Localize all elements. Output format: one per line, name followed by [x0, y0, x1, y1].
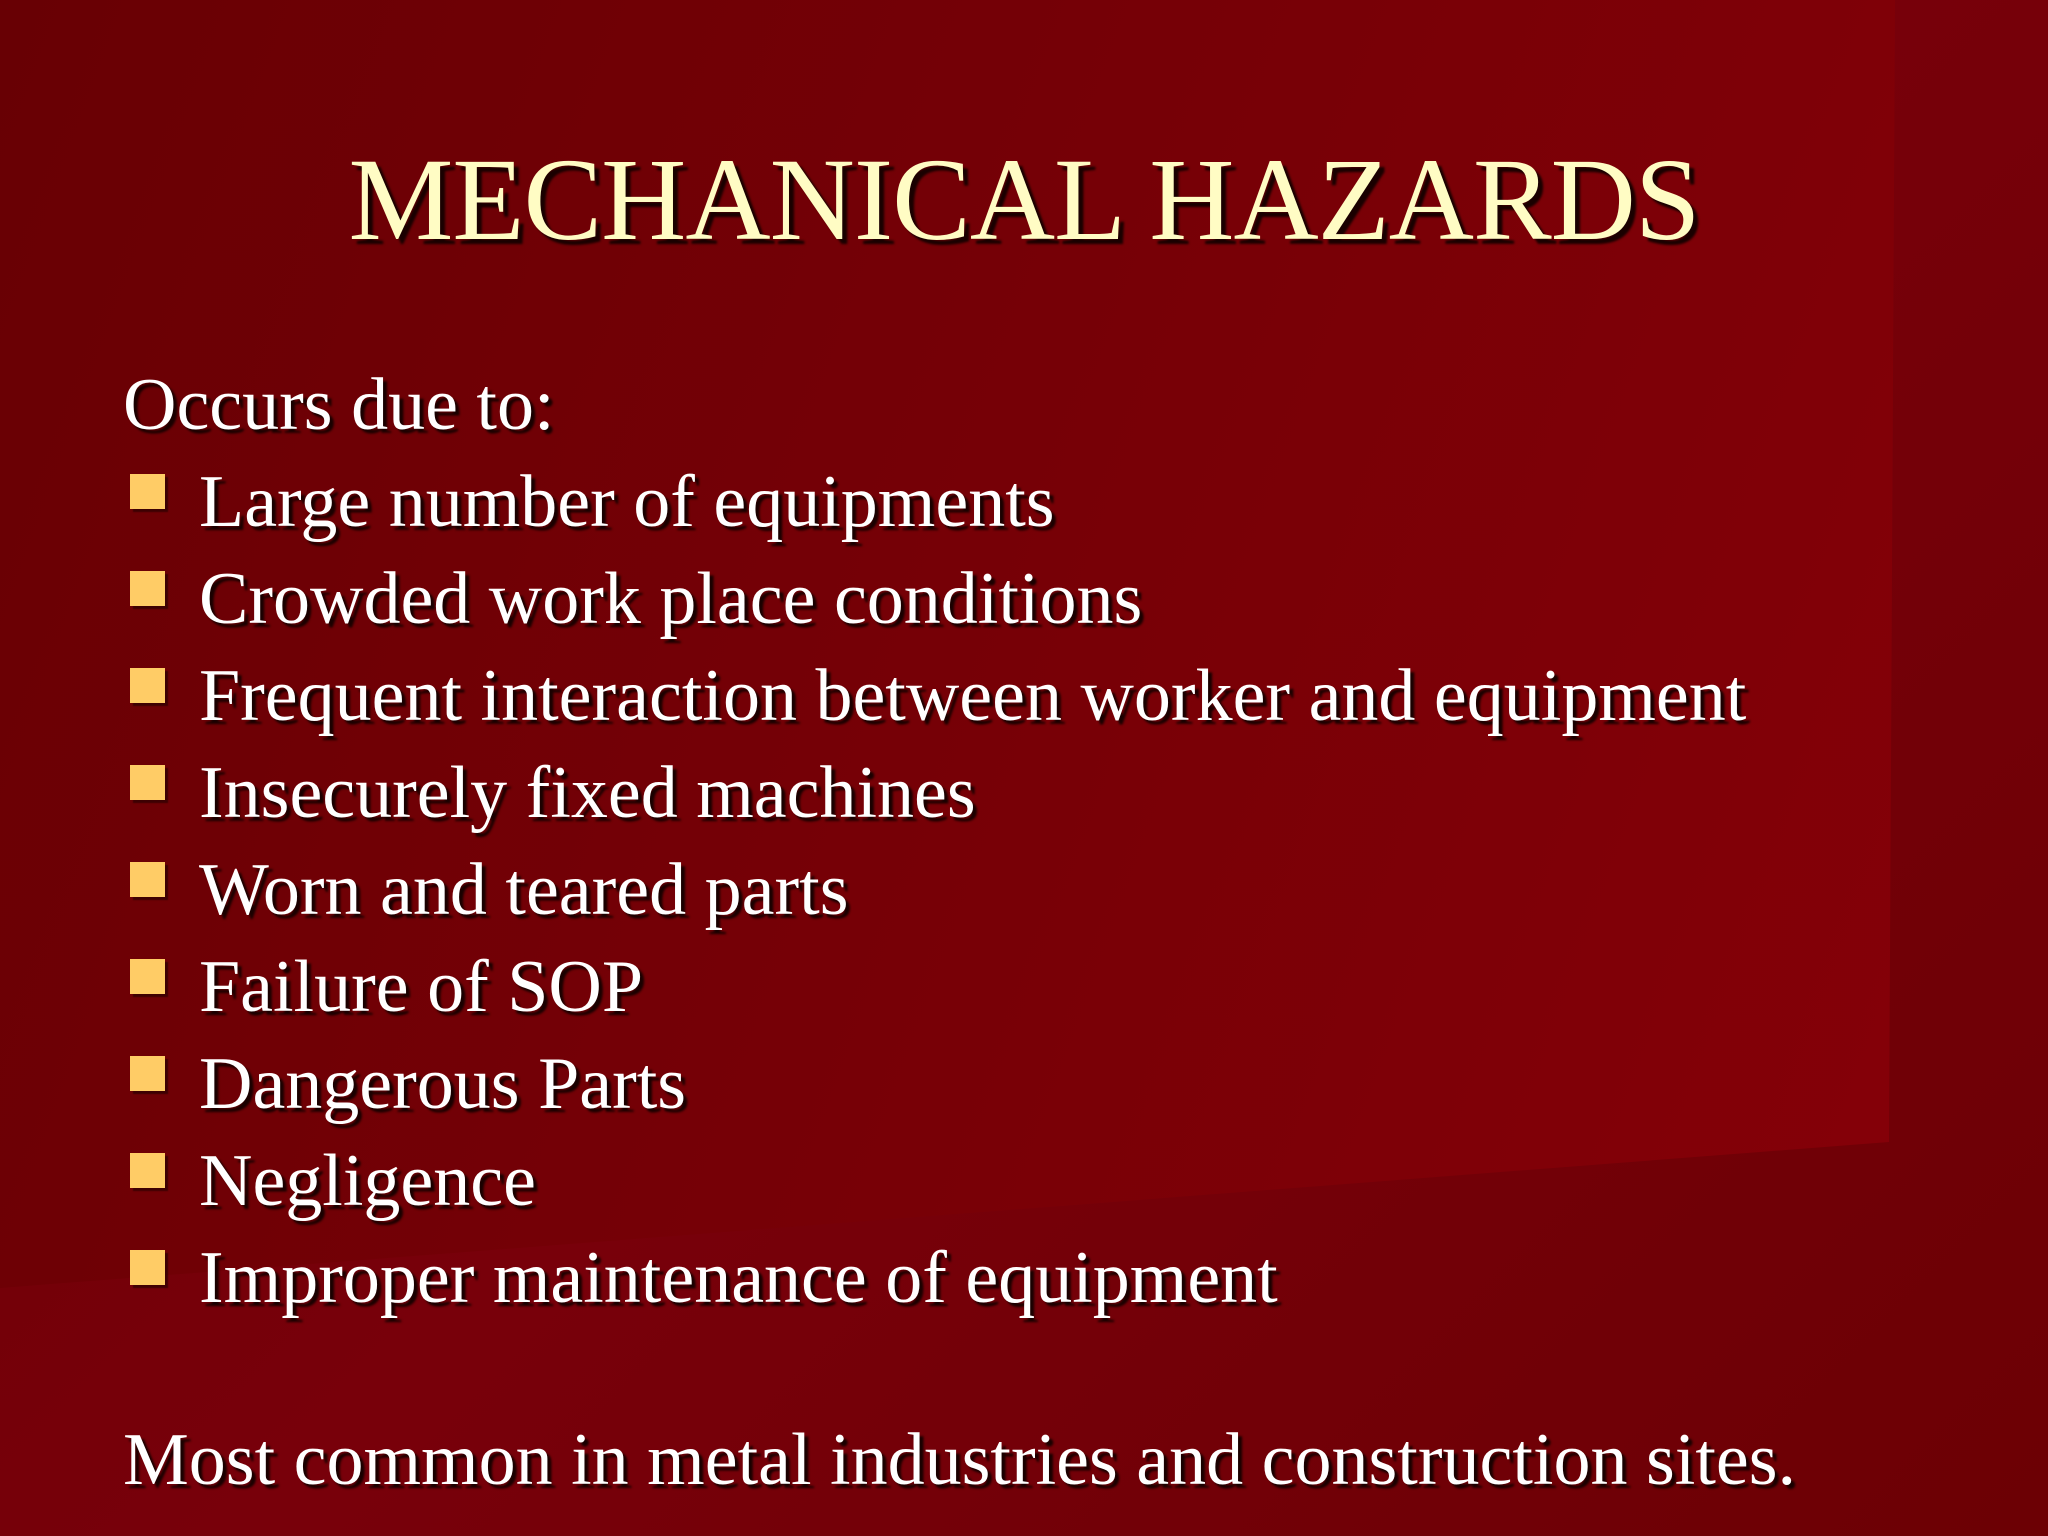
bullet-text: Worn and teared parts [199, 849, 849, 931]
bullet-text: Dangerous Parts [199, 1043, 687, 1125]
bullet-text: Frequent interaction between worker and equipment [199, 655, 1747, 737]
intro-text: Occurs due to: [123, 364, 555, 446]
square-bullet-icon [130, 862, 165, 897]
bullet-text: Insecurely fixed machines [199, 752, 976, 834]
bullet-text: Crowded work place conditions [199, 558, 1143, 640]
square-bullet-icon [130, 1250, 165, 1285]
square-bullet-icon [130, 765, 165, 800]
square-bullet-icon [130, 668, 165, 703]
square-bullet-icon [130, 959, 165, 994]
bullet-text: Improper maintenance of equipment [199, 1237, 1278, 1319]
footer-note: Most common in metal industries and construction sites. [123, 1419, 1797, 1501]
bullet-text: Negligence [199, 1140, 536, 1222]
slide-title: MECHANICAL HAZARDS [348, 134, 1700, 265]
square-bullet-icon [130, 1153, 165, 1188]
bullet-text: Failure of SOP [199, 946, 643, 1028]
square-bullet-icon [130, 1056, 165, 1091]
square-bullet-icon [130, 474, 165, 509]
bullet-text: Large number of equipments [199, 461, 1055, 543]
square-bullet-icon [130, 571, 165, 606]
